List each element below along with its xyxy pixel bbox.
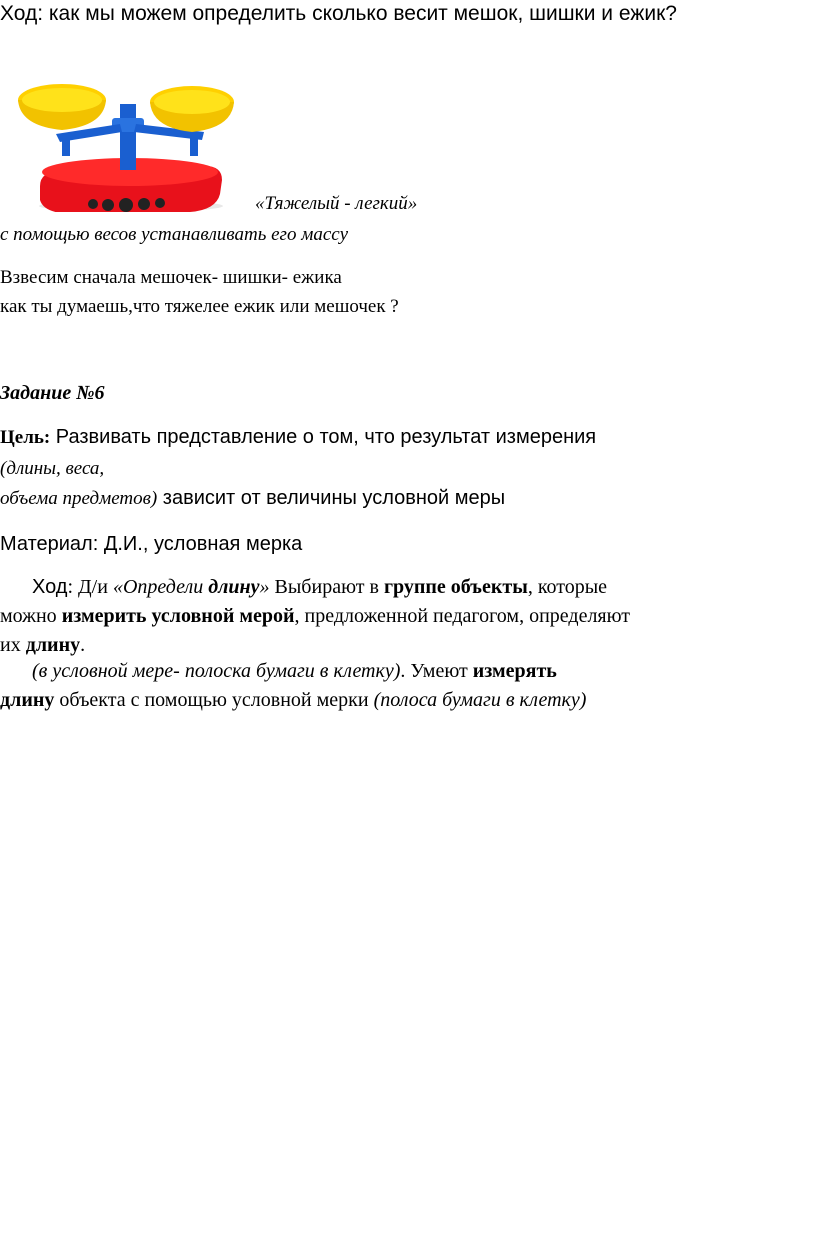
hod-l3b: длину xyxy=(25,634,81,656)
hod-label: Ход xyxy=(32,576,68,598)
hod-l2c: , предложенной педагогом, определяют xyxy=(294,605,631,627)
hod-l5b: объекта с помощью условной мерки xyxy=(54,689,374,711)
game-close: » xyxy=(259,576,270,598)
hod-line-2 xyxy=(0,605,630,628)
caption-title: «Тяжелый - легкий» xyxy=(255,193,418,214)
hod-l4a: (в условной мере- полоска бумаги в клетку) xyxy=(32,660,401,682)
toy-scale-image xyxy=(0,44,252,212)
hod-colon: : Д/и xyxy=(67,576,113,598)
hod-line-1 xyxy=(32,576,607,599)
paragraph-line-1: Взвесим сначала мешочек- шишки- ежика xyxy=(0,267,342,288)
page-heading: Ход: как мы можем определить сколько весит мешок, шишки и ежик? xyxy=(0,2,677,25)
hod-line-4 xyxy=(32,660,557,683)
hod-l2b: измерить условной мерой xyxy=(61,605,295,627)
hod-l3c: . xyxy=(80,634,86,656)
goal-text: Развивать представление о том, что результат измерения xyxy=(50,426,597,448)
goal-label: Цель: xyxy=(0,427,51,448)
hod-b1: группе объекты xyxy=(383,576,528,598)
goal-line-3 xyxy=(0,487,505,510)
hod-line-3 xyxy=(0,634,85,657)
hod-t2: , которые xyxy=(527,576,608,598)
hod-l2a: можно xyxy=(0,605,62,627)
hod-l3a: их xyxy=(0,634,26,656)
goal-line xyxy=(0,426,596,449)
hod-l4b: . Умеют xyxy=(400,660,473,682)
hod-l5a: длину xyxy=(0,689,55,711)
hod-t1: Выбирают в xyxy=(269,576,384,598)
task-title: Задание №6 xyxy=(0,382,105,404)
paragraph-line-2: как ты думаешь,что тяжелее ежик или мешочек ? xyxy=(0,296,399,317)
goal-tail: зависит от величины условной меры xyxy=(157,487,506,509)
hod-line-5 xyxy=(0,689,586,712)
goal-italic-1: (длины, веса, xyxy=(0,458,105,479)
hod-l5c: (полоса бумаги в клетку) xyxy=(373,689,587,711)
goal-italic-2: объема предметов) xyxy=(0,488,158,509)
game-open: «Определи xyxy=(112,576,209,598)
hod-l4c: измерять xyxy=(472,660,557,682)
material-line: Материал: Д.И., условная мерка xyxy=(0,533,303,555)
caption-subtitle: с помощью весов устанавливать его массу xyxy=(0,224,349,245)
game-bold: длину xyxy=(208,576,260,598)
